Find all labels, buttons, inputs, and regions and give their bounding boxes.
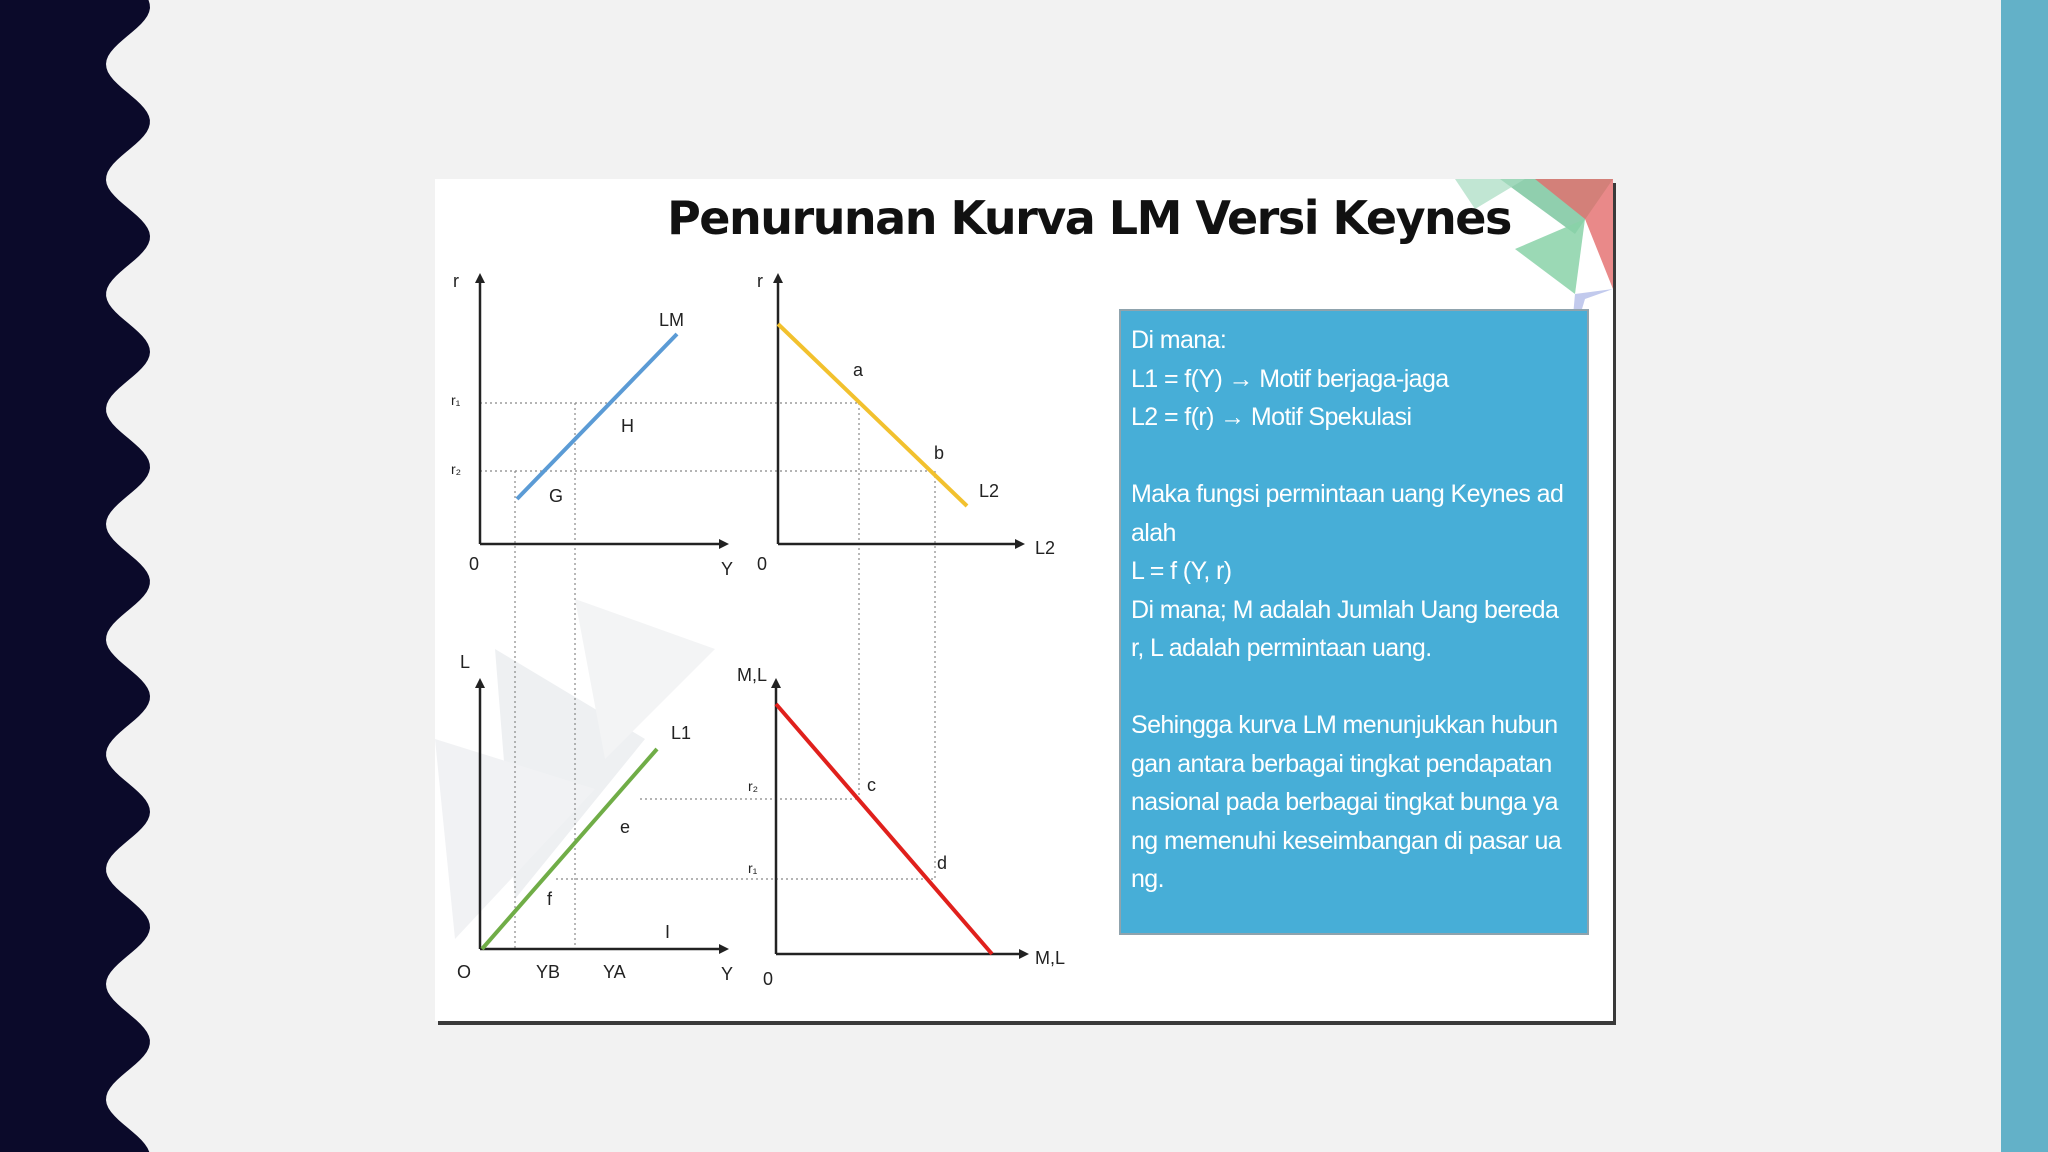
left-wave-decoration — [0, 0, 160, 1152]
explanation-line: L1 = f(Y) → Motif berjaga-jaga — [1131, 364, 1449, 393]
lm-curve-label: LM — [659, 310, 685, 330]
point-e-label: e — [620, 817, 631, 837]
l1-curve-label: L1 — [671, 723, 692, 743]
tl-y-axis-label: r — [453, 271, 459, 291]
tr-y-axis-label: r — [757, 271, 763, 291]
right-accent-bar — [2001, 0, 2048, 1152]
point-g-label: G — [549, 486, 564, 506]
bl-y-axis-label: L — [460, 652, 471, 672]
tl-origin-label: 0 — [469, 554, 480, 574]
ml-curve — [776, 704, 992, 954]
br-origin-label: 0 — [763, 969, 774, 989]
explanation-line: Di mana; M adalah Jumlah Uang bereda — [1131, 595, 1559, 624]
explanation-line: nasional pada berbagai tingkat bunga ya — [1131, 788, 1558, 816]
point-b-label: b — [934, 443, 945, 463]
br-y-axis-label: M,L — [737, 665, 768, 685]
explanation-line: ng. — [1131, 865, 1164, 893]
explanation-line — [1131, 668, 1579, 707]
point-d-label: d — [937, 853, 948, 873]
explanation-line: r, L adalah permintaan uang. — [1131, 634, 1432, 662]
tick-i-label: I — [665, 922, 671, 942]
point-a-label: a — [853, 360, 864, 380]
explanation-line: L = f (Y, r) — [1131, 557, 1232, 585]
point-h-label: H — [621, 416, 634, 436]
tr-origin-label: 0 — [757, 554, 768, 574]
projection-lines — [480, 403, 935, 949]
tl-r-low-label: r₂ — [451, 461, 462, 477]
explanation-line: Maka fungsi permintaan uang Keynes ad — [1131, 480, 1564, 508]
bl-x-axis-label: Y — [721, 964, 734, 984]
tick-yb-label: YB — [536, 962, 561, 982]
tl-r-high-label: r₁ — [451, 392, 461, 408]
l2-curve-label: L2 — [979, 481, 1000, 501]
slide-title: Penurunan Kurva LM Versi Keynes — [667, 191, 1511, 245]
point-f-label: f — [547, 889, 553, 909]
explanation-line — [1131, 437, 1579, 476]
lm-curve — [517, 334, 677, 499]
explanation-line: Sehingga kurva LM menunjukkan hubun — [1131, 711, 1558, 739]
bl-origin-label: O — [457, 962, 472, 982]
br-x-axis-label: M,L — [1035, 948, 1066, 968]
point-c-label: c — [867, 775, 876, 795]
tr-x-axis-label: L2 — [1035, 538, 1056, 558]
explanation-box — [1119, 309, 1589, 935]
explanation-line: gan antara berbagai tingkat pendapatan — [1131, 749, 1552, 778]
br-tick-lower-label: r₁ — [748, 860, 758, 876]
br-tick-upper-label: r₂ — [748, 778, 759, 794]
explanation-line: Di mana: — [1131, 326, 1227, 354]
tl-x-axis-label: Y — [721, 559, 734, 579]
tick-ya-label: YA — [603, 962, 626, 982]
explanation-line: alah — [1131, 518, 1176, 547]
explanation-line: L2 = f(r) → Motif Spekulasi — [1131, 403, 1412, 431]
l2-curve — [778, 324, 967, 506]
slide-image — [435, 179, 1613, 1021]
explanation-line: ng memenuhi keseimbangan di pasar ua — [1131, 826, 1562, 855]
